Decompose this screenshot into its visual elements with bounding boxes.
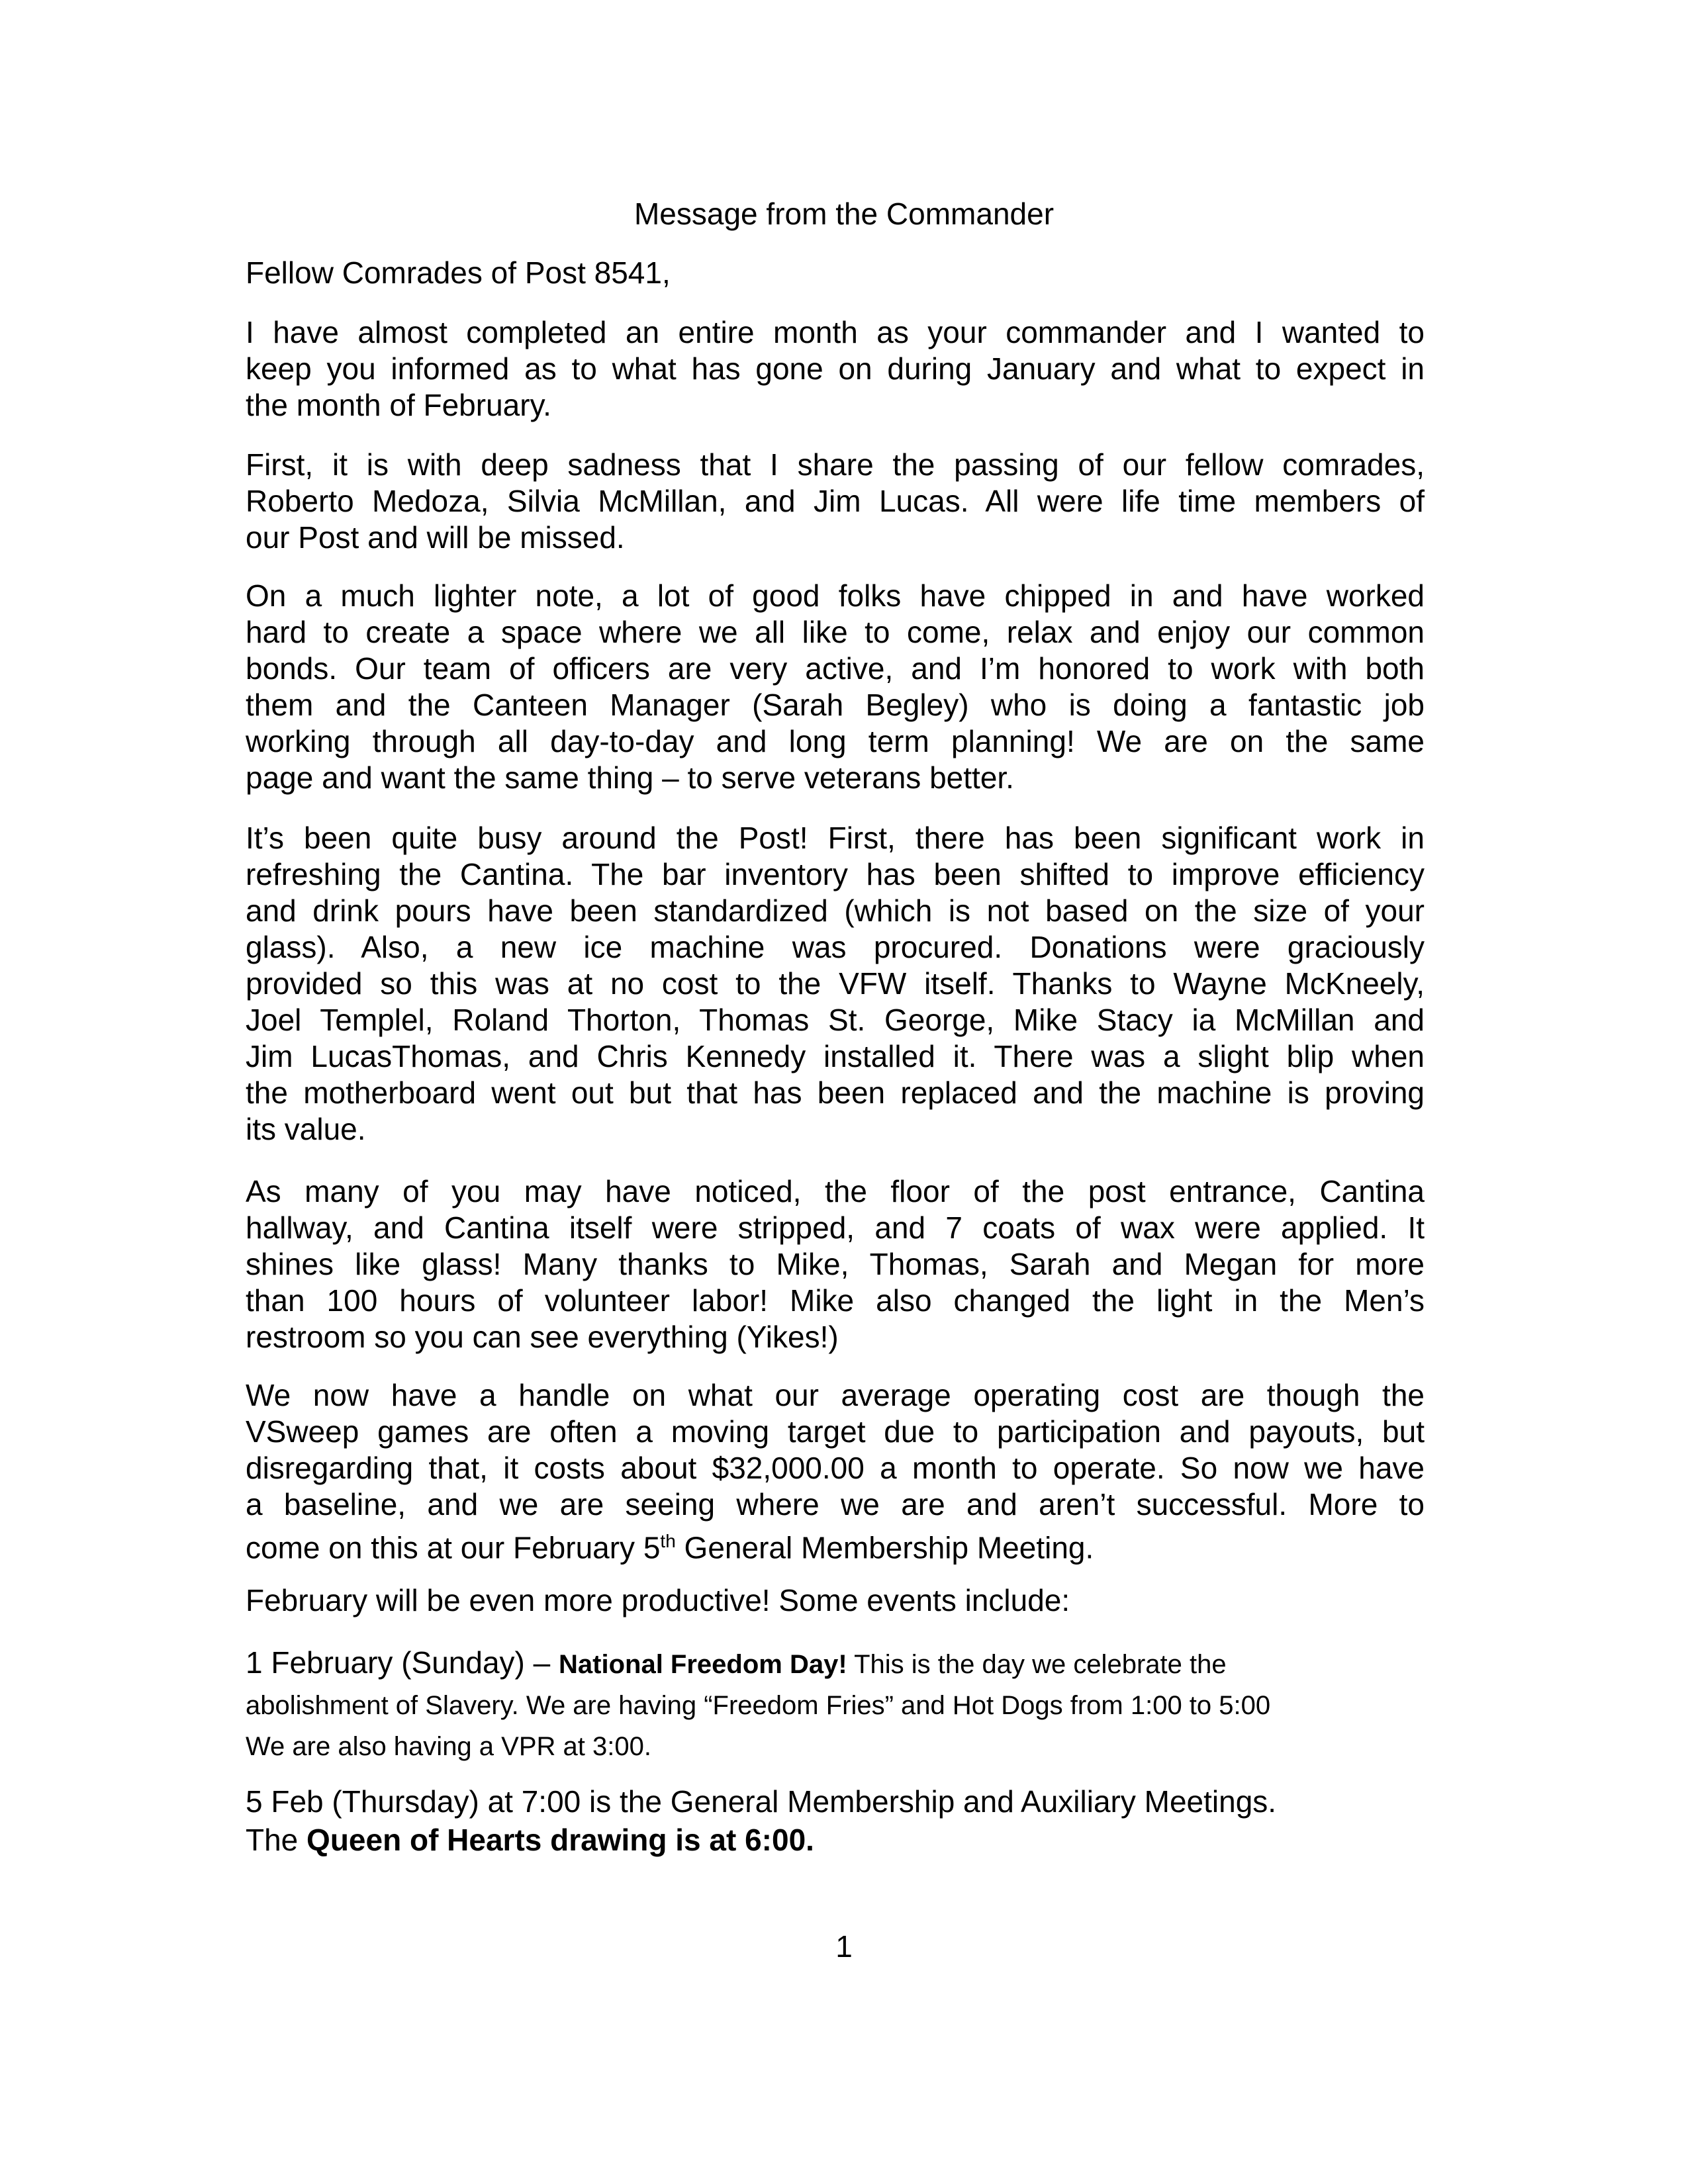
text-span: 1 February (Sunday) – xyxy=(246,1645,559,1680)
bold-text: National Freedom Day! xyxy=(559,1650,847,1679)
event-general-membership xyxy=(246,1782,1425,1859)
text-line: bonds. Our team of officers are very active, and I’m honored to work with both xyxy=(246,651,1425,686)
event-national-freedom-day xyxy=(246,1642,1425,1767)
text-line: page and want the same thing – to serve veterans better. xyxy=(246,760,1014,795)
text-line: glass). Also, a new ice machine was procured. Donations were graciously xyxy=(246,930,1425,964)
text-span: This is the day we celebrate the xyxy=(847,1650,1227,1679)
text-line: the month of February. xyxy=(246,388,551,422)
paragraph-floors xyxy=(246,1173,1425,1355)
text-line: disregarding that, it costs about $32,000.00 a month to operate. So now we have xyxy=(246,1451,1425,1485)
text-line: and drink pours have been standardized (which is not based on the size of your xyxy=(246,893,1425,928)
text-line: the motherboard went out but that has been replaced and the machine is proving xyxy=(246,1075,1425,1110)
text-line: 5 Feb (Thursday) at 7:00 is the General Membership and Auxiliary Meetings. xyxy=(246,1784,1277,1819)
text-line: shines like glass! Many thanks to Mike, Thomas, Sarah and Megan for more xyxy=(246,1247,1425,1281)
text-line: hard to create a space where we all like to come, relax and enjoy our common xyxy=(246,615,1425,649)
paragraph-intro xyxy=(246,314,1425,424)
text-span: General Membership Meeting. xyxy=(675,1530,1094,1565)
events-intro: February will be even more productive! Some events include: xyxy=(246,1583,1070,1617)
text-span: The xyxy=(246,1823,307,1857)
paragraph-cantina xyxy=(246,820,1425,1148)
paragraph-costs xyxy=(246,1377,1425,1566)
bold-text: Queen of Hearts drawing is at 6:00. xyxy=(306,1823,814,1857)
text-line: its value. xyxy=(246,1112,366,1146)
text-line xyxy=(246,1821,1425,1859)
text-line: Jim LucasThomas, and Chris Kennedy installed it. There was a slight blip when xyxy=(246,1039,1425,1073)
text-line: We now have a handle on what our average operating cost are though the xyxy=(246,1378,1425,1412)
paragraph-condolences xyxy=(246,447,1425,556)
text-span: come on this at our February 5 xyxy=(246,1530,661,1565)
text-line: our Post and will be missed. xyxy=(246,520,625,555)
text-line: keep you informed as to what has gone on during January and what to expect in xyxy=(246,351,1425,386)
text-line: Roberto Medoza, Silvia McMillan, and Jim Lucas. All were life time members of xyxy=(246,484,1425,518)
page-number: 1 xyxy=(835,1929,853,1964)
text-line: restroom so you can see everything (Yikes!) xyxy=(246,1320,839,1354)
text-line: VSweep games are often a moving target due to participation and payouts, but xyxy=(246,1414,1425,1449)
text-line: provided so this was at no cost to the VFW itself. Thanks to Wayne McKneely, xyxy=(246,966,1425,1001)
text-line: them and the Canteen Manager (Sarah Begley) who is doing a fantastic job xyxy=(246,688,1425,722)
text-line: abolishment of Slavery. We are having “Freedom Fries” and Hot Dogs from 1:00 to 5:00 xyxy=(246,1691,1271,1720)
text-line: refreshing the Cantina. The bar inventory has been shifted to improve efficiency xyxy=(246,857,1425,891)
text-line: We are also having a VPR at 3:00. xyxy=(246,1732,651,1761)
text-line: Joel Templel, Roland Thorton, Thomas St. George, Mike Stacy ia McMillan and xyxy=(246,1003,1425,1037)
text-line xyxy=(246,1642,1425,1685)
paragraph-officers xyxy=(246,578,1425,796)
text-line: hallway, and Cantina itself were stripped, and 7 coats of wax were applied. It xyxy=(246,1210,1425,1245)
text-line: As many of you may have noticed, the floor of the post entrance, Cantina xyxy=(246,1174,1425,1208)
text-line: I have almost completed an entire month as your commander and I wanted to xyxy=(246,315,1425,349)
text-line: On a much lighter note, a lot of good folks have chipped in and have worked xyxy=(246,578,1425,613)
page-title: Message from the Commander xyxy=(633,197,1055,231)
text-line: It’s been quite busy around the Post! First, there has been significant work in xyxy=(246,821,1425,855)
text-line: than 100 hours of volunteer labor! Mike also changed the light in the Men’s xyxy=(246,1283,1425,1318)
text-line: a baseline, and we are seeing where we are and aren’t successful. More to xyxy=(246,1487,1425,1522)
text-line: working through all day-to-day and long term planning! We are on the same xyxy=(246,724,1425,758)
superscript: th xyxy=(660,1531,676,1551)
salutation: Fellow Comrades of Post 8541, xyxy=(246,255,671,290)
text-line xyxy=(246,1523,1425,1566)
text-line: First, it is with deep sadness that I share the passing of our fellow comrades, xyxy=(246,447,1425,482)
